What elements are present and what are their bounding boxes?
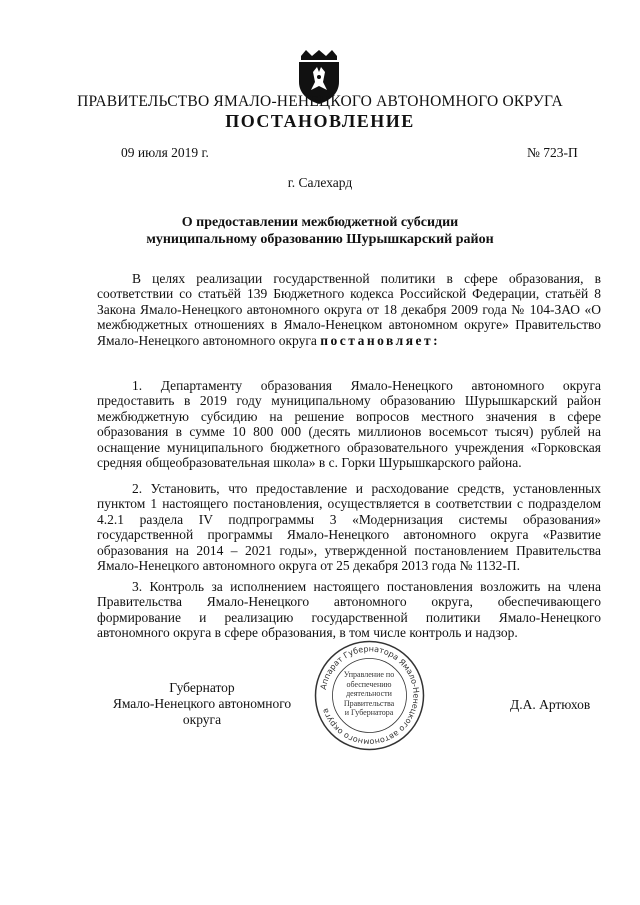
signatory-title-line-1: Губернатор xyxy=(169,680,235,695)
item-3 xyxy=(97,579,601,641)
stamp-line-1: Управление по xyxy=(343,670,395,679)
item-1 xyxy=(97,378,601,470)
preamble xyxy=(97,271,601,348)
decree-word: постановляет: xyxy=(320,332,441,348)
document-city: г. Салехард xyxy=(287,175,353,190)
item-2-text: 2. Установить, что предоставление и расходование средств, установленных пунктом 1 настоящего постановления, осуществляется в соответствии с подразделом 4.2.1 раздела IV подпрограммы 3 «Модернизация системы образования» государственной программы Ямало-Ненецкого автономного округа «Развитие образования на 2014 – 2021 годы», утвержденной постановлением Правительства Ямало-Ненецкого автономного округа от 25 декабря 2013 года № 1132-П. xyxy=(97,481,601,574)
document-date: 09 июля 2019 г. xyxy=(121,145,209,160)
stamp-line-2: обеспечению xyxy=(346,679,392,689)
stamp-ring-text: Аппарат Губернатора Ямало-Ненецкого автономного округа xyxy=(318,644,421,747)
government-name: ПРАВИТЕЛЬСТВО ЯМАЛО-НЕНЕЦКОГО АВТОНОМНОГО ОКРУГА xyxy=(77,93,563,110)
stamp-line-3: деятельности xyxy=(346,689,392,698)
preamble-text: В целях реализации государственной политики в сфере образования, в соответствии со статьёй 139 Бюджетного кодекса Российской Федерации, статьёй 8 Закона Ямало-Ненецкого автономного округа от 18 декабря 2009 года № 104-ЗАО «О межбюджетных отношениях в Ямало-Ненецком автономном округе» Правительство Ямало-Ненецкого автономного округа постановляет: xyxy=(97,271,601,348)
item-2 xyxy=(97,481,601,573)
subject-line-2: муниципальному образованию Шурышкарский район xyxy=(146,231,494,247)
document-subject xyxy=(0,215,640,248)
signatory-title xyxy=(97,680,307,728)
signatory-name: Д.А. Артюхов xyxy=(510,697,591,712)
item-3-text: 3. Контроль за исполнением настоящего постановления возложить на члена Правительства Ямало-Ненецкого автономного округа, обеспечивающего формирование и реализацию государственной политики Ямало-Ненецкого автономного округа в сфере образования, в том числе контроль и надзор. xyxy=(97,579,601,641)
subject-line-1: О предоставлении межбюджетной субсидии xyxy=(181,215,459,230)
stamp-line-4: Правительства xyxy=(343,698,395,708)
document-number: № 723-П xyxy=(527,145,578,160)
stamp-inner-text xyxy=(340,670,398,718)
stamp-line-5: и Губернатора xyxy=(344,708,394,717)
item-1-text: 1. Департаменту образования Ямало-Ненецкого автономного округа предоставить в 2019 году муниципальному образованию Шурышкарский район межбюджетную субсидию на решение вопросов местного значения в сфере образования в сумме 10 800 000 (десять миллионов восемьсот тысяч) рублей на оснащение муниципального бюджетного образовательного учреждения «Горковская средняя общеобразовательная школа» в с. Горки Шурышкарского района. xyxy=(97,378,601,471)
signatory-title-line-2: Ямало-Ненецкого автономного округа xyxy=(112,696,292,727)
document-type: ПОСТАНОВЛЕНИЕ xyxy=(225,111,415,131)
